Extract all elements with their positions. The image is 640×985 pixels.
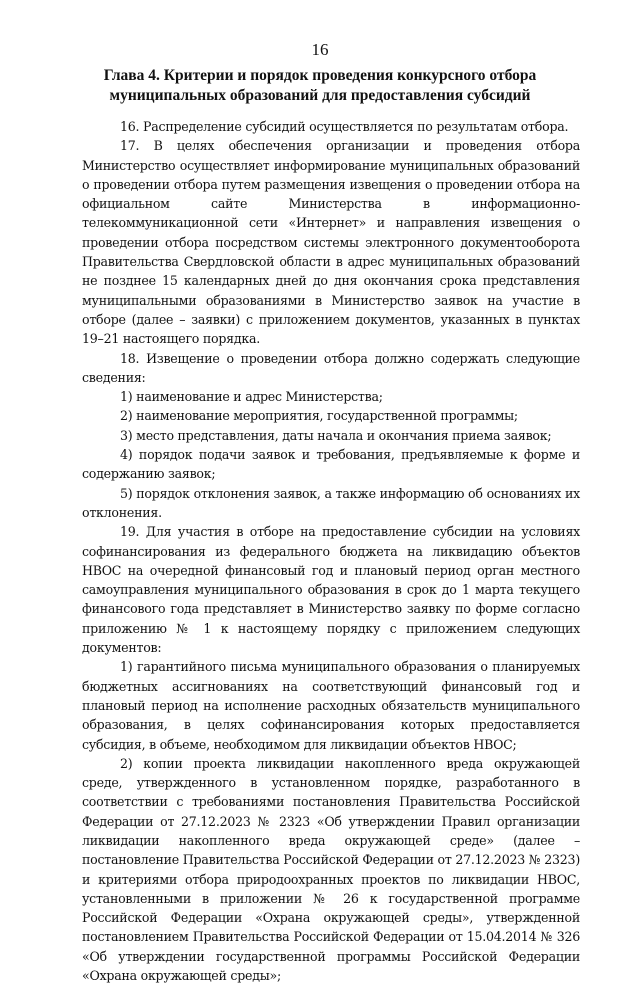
document-body	[82, 117, 580, 985]
list-item: 5) порядок отклонения заявок, а также информацию об основаниях их отклонения.	[82, 485, 580, 520]
paragraph-16: 16. Распределение субсидий осуществляется по результатам отбора.	[120, 119, 569, 134]
list-item: 1) гарантийного письма муниципального образования о планируемых бюджетных ассигнованиях на соответствующий финансовый год и плановый период на исполнение расходных обязательств муниципального образования, в целях софинансирования которых предоставляется субсидия, в объеме, необходимом для ликвидации объектов НВОС;	[82, 659, 580, 752]
page-number: 16	[311, 40, 329, 59]
chapter-title: Глава 4. Критерии и порядок проведения конкурсного отбора муниципальных образований для предоставления субсидий	[103, 67, 537, 104]
paragraph-18: 18. Извещение о проведении отбора должно содержать следующие сведения:	[82, 350, 580, 385]
paragraph-19: 19. Для участия в отборе на предоставление субсидии на условиях софинансирования из федерального бюджета на ликвидацию объектов НВОС на очередной финансовый год и плановый период орган местного самоуправления муниципального образования в срок до 1 марта текущего финансового года представляет в Министерство заявку по форме согласно приложению № 1 к настоящему порядку с приложением следующих документов:	[82, 524, 580, 656]
list-item: 2) копии проекта ликвидации накопленного вреда окружающей среде, утвержденного в установленном порядке, разработанного в соответствии с требованиями постановления Правительства Российской Федерации от 27.12.2023 № 2323 «Об утверждении Правил организации ликвидации накопленного вреда окружающей среде» (далее – постановление Правительства Российской Федерации от 27.12.2023 № 2323) и критериями отбора природоохранных проектов по ликвидации НВОС, установленными в приложении № 26 к государственной программе Российской Федерации «Охрана окружающей среды», утвержденной постановлением Правительства Российской Федерации от 15.04.2014 № 326 «Об утверждении государственной программы Российской Федерации «Охрана окружающей среды»;	[82, 755, 580, 984]
list-item: 4) порядок подачи заявок и требования, предъявляемые к форме и содержанию заявок;	[82, 447, 580, 482]
list-item: 1) наименование и адрес Министерства;	[120, 389, 383, 405]
list-item: 2) наименование мероприятия, государственной программы;	[120, 408, 518, 424]
list-item: 3) место представления, даты начала и окончания приема заявок;	[120, 427, 552, 443]
paragraph-17: 17. В целях обеспечения организации и проведения отбора Министерство осуществляет информирование муниципальных образований о проведении отбора путем размещения извещения о проведении отбора на официальном сайте Министерства в информационно-телекоммуникационной сети «Интернет» и направления извещения о проведении отбора посредством системы электронного документооборота Правительства Свердловской области в адрес муниципальных образований не позднее 15 календарных дней до дня окончания срока представления муниципальными образованиями в Министерство заявок на участие в отборе (далее – заявки) с приложением документов, указанных в пунктах 19–21 настоящего порядка.	[82, 138, 580, 347]
